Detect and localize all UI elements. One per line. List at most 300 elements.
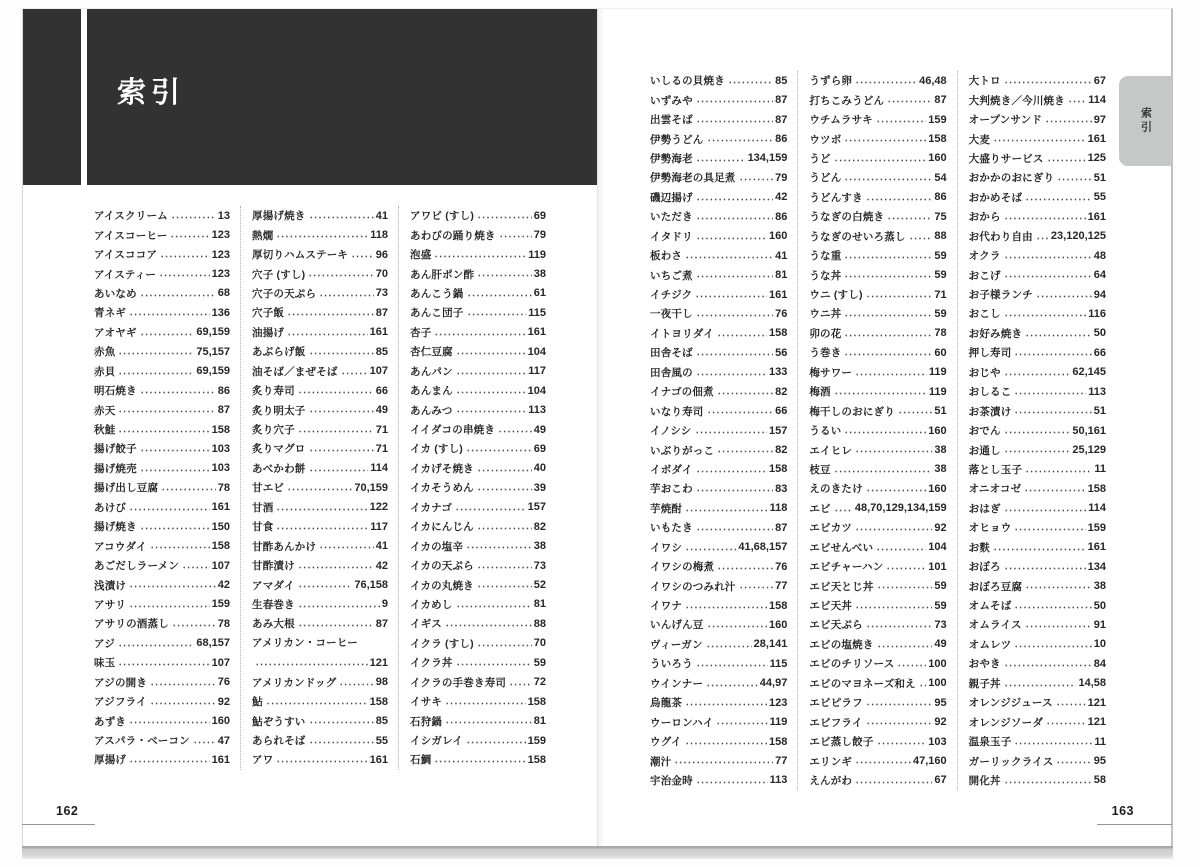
- dot-leader: [477, 517, 532, 536]
- entry-page-refs: 160: [768, 618, 788, 631]
- index-entry: [809, 693, 946, 712]
- entry-term: 甘酒: [252, 501, 274, 514]
- dot-leader: [855, 751, 911, 770]
- dot-leader: [341, 362, 368, 381]
- entry-page-refs: 14,58: [1078, 677, 1106, 690]
- entry-page-refs: 117: [370, 520, 388, 533]
- index-entry: [94, 731, 230, 750]
- index-entry: [252, 673, 388, 692]
- index-entry: [410, 381, 546, 400]
- entry-page-refs: 38: [533, 540, 546, 553]
- entry-term: おじや: [968, 366, 1001, 379]
- index-entry: [252, 284, 388, 303]
- index-entry: [969, 110, 1106, 129]
- index-entry: [809, 751, 946, 770]
- dot-leader: [150, 692, 216, 711]
- entry-term: いただき: [650, 211, 693, 224]
- dot-leader: [161, 478, 216, 497]
- entry-term: いんげん豆: [650, 619, 704, 632]
- entry-term: オムレツ: [968, 638, 1012, 651]
- entry-term: イチジク: [650, 289, 693, 302]
- entry-term: 炙り明太子: [252, 404, 306, 417]
- index-entry: [410, 595, 546, 614]
- index-entry: [650, 343, 787, 362]
- entry-page-refs: 158: [768, 599, 788, 612]
- entry-page-refs: 49: [533, 423, 546, 436]
- dot-leader: [696, 479, 773, 498]
- entry-term: イカの塩辛: [410, 540, 464, 553]
- index-entry: [410, 711, 546, 730]
- entry-page-refs: 23,120,125: [1050, 230, 1106, 243]
- entry-page-refs: 158: [1087, 482, 1106, 495]
- entry-page-refs: 11: [1094, 463, 1106, 476]
- entry-page-refs: 51: [934, 405, 947, 418]
- entry-term: あずき: [94, 715, 127, 728]
- entry-term: あんみつ: [410, 404, 453, 417]
- entry-page-refs: 66: [775, 405, 788, 418]
- entry-page-refs: 42: [775, 191, 788, 204]
- entry-term: 厚揚げ: [94, 754, 127, 767]
- dot-leader: [707, 615, 767, 634]
- index-entry: [650, 285, 787, 304]
- dot-leader: [866, 188, 933, 207]
- index-entry: [969, 654, 1106, 673]
- dot-leader: [1004, 557, 1086, 576]
- dot-leader: [909, 227, 933, 246]
- entry-page-refs: 66: [375, 384, 388, 397]
- index-entry: [650, 576, 787, 595]
- entry-term: イノシシ: [650, 425, 692, 438]
- entry-term: うなぎのせいろ蒸し: [809, 230, 906, 243]
- entry-page-refs: 42: [217, 579, 230, 592]
- index-entry: [94, 673, 230, 692]
- entry-term: アイスティー: [94, 268, 157, 281]
- entry-term: ウーロンハイ: [650, 716, 714, 729]
- entry-term: 生春巻き: [252, 598, 295, 611]
- entry-page-refs: 115: [769, 657, 788, 670]
- index-entry: [969, 479, 1106, 498]
- index-entry: [94, 225, 230, 244]
- entry-term: 板わさ: [650, 250, 683, 263]
- entry-term: 鮎ぞうすい: [252, 715, 306, 728]
- entry-term: いずみや: [650, 94, 693, 107]
- index-entry: [252, 264, 388, 283]
- index-entry: [252, 225, 388, 244]
- entry-page-refs: 160: [211, 715, 230, 728]
- dot-leader: [887, 90, 932, 109]
- index-entry: [969, 693, 1106, 712]
- index-entry: [809, 596, 946, 615]
- entry-term: イカの丸焼き: [410, 579, 474, 592]
- index-entry: [410, 439, 546, 458]
- dot-leader: [844, 168, 932, 187]
- entry-page-refs: 87: [775, 113, 788, 126]
- entry-page-refs: 161: [768, 288, 788, 301]
- dot-leader: [467, 303, 527, 322]
- index-entry: [650, 246, 787, 265]
- dot-leader: [674, 751, 773, 770]
- dot-leader: [876, 538, 926, 557]
- entry-page-refs: 50,161: [1072, 424, 1106, 437]
- entry-page-refs: 121: [369, 656, 388, 669]
- index-entry: [94, 323, 230, 342]
- dot-leader: [160, 245, 209, 264]
- right-column-3: [957, 71, 1106, 790]
- entry-term: 油揚げ: [252, 326, 285, 339]
- dot-leader: [276, 517, 368, 536]
- index-entry: [410, 478, 546, 497]
- index-entry: [969, 246, 1106, 265]
- entry-term: 赤貝: [94, 365, 116, 378]
- entry-page-refs: 82: [775, 444, 788, 457]
- index-entry: [410, 498, 546, 517]
- dot-leader: [1004, 499, 1086, 518]
- entry-term: あべかわ餅: [252, 462, 306, 475]
- entry-page-refs: 161: [527, 326, 546, 339]
- dot-leader: [834, 382, 927, 401]
- dot-leader: [887, 207, 932, 226]
- dot-leader: [898, 401, 932, 420]
- entry-page-refs: 100: [928, 657, 947, 670]
- entry-page-refs: 76: [775, 560, 788, 573]
- entry-page-refs: 88: [533, 617, 546, 630]
- entry-term: うずら卵: [809, 75, 853, 88]
- index-entry: [410, 420, 546, 439]
- entry-page-refs: 25,129: [1072, 444, 1106, 457]
- index-entry: [809, 343, 946, 362]
- entry-term: オムそば: [968, 600, 1012, 613]
- index-entry: [650, 168, 787, 187]
- entry-wrap-line: [252, 653, 388, 672]
- entry-page-refs: 157: [527, 501, 546, 514]
- entry-term: 潮汁: [650, 755, 672, 768]
- dot-leader: [739, 168, 773, 187]
- right-page-columns: [650, 71, 1106, 790]
- entry-term: 田舎風の: [650, 366, 693, 379]
- entry-term: いぶりがっこ: [650, 444, 715, 457]
- index-entry: [94, 498, 230, 517]
- page-title: 索引: [117, 77, 186, 109]
- entry-term: あんこう鍋: [410, 287, 464, 300]
- dot-leader: [707, 401, 774, 420]
- index-entry: [94, 459, 230, 478]
- entry-term: うど: [809, 152, 831, 165]
- entry-page-refs: 38: [934, 444, 947, 457]
- index-entry: [650, 712, 787, 731]
- dot-leader: [466, 731, 526, 750]
- dot-leader: [1024, 479, 1085, 498]
- dot-leader: [685, 693, 767, 712]
- index-entry: [94, 342, 230, 361]
- index-entry: [94, 595, 230, 614]
- index-entry: [252, 595, 388, 614]
- index-entry: [809, 149, 946, 168]
- dot-leader: [309, 459, 369, 478]
- entry-page-refs: 39: [533, 481, 546, 494]
- index-entry: [809, 557, 946, 576]
- dot-leader: [298, 420, 374, 439]
- dot-leader: [1056, 751, 1091, 770]
- entry-term: おはぎ: [968, 502, 1001, 515]
- entry-term: おでん: [968, 425, 1001, 438]
- entry-page-refs: 55: [375, 734, 388, 747]
- entry-term: アオヤギ: [94, 326, 137, 339]
- entry-term: 厚揚げ焼き: [252, 210, 306, 223]
- entry-page-refs: 50: [1093, 599, 1106, 612]
- entry-term: エイヒレ: [809, 444, 853, 457]
- index-entry: [252, 536, 388, 555]
- dot-leader: [298, 575, 353, 594]
- dot-leader: [855, 71, 917, 90]
- entry-page-refs: 107: [211, 656, 230, 669]
- entry-page-refs: 41,68,157: [738, 541, 788, 554]
- dot-leader: [118, 420, 209, 439]
- dot-leader: [319, 536, 374, 555]
- dot-leader: [685, 538, 736, 557]
- entry-term: いしるの貝焼き: [650, 75, 725, 88]
- index-entry: [809, 732, 946, 751]
- entry-term: オニオコゼ: [968, 483, 1022, 496]
- entry-page-refs: 85: [375, 345, 388, 358]
- dot-leader: [140, 439, 210, 458]
- entry-page-refs: 64: [1093, 269, 1106, 282]
- entry-term: いもたき: [650, 522, 693, 535]
- index-entry: [809, 304, 946, 323]
- dot-leader: [118, 362, 194, 381]
- dot-leader: [1046, 712, 1086, 731]
- dot-leader: [309, 439, 374, 458]
- dot-leader: [129, 750, 210, 769]
- dot-leader: [1004, 363, 1071, 382]
- entry-page-refs: 158: [211, 540, 230, 553]
- index-entry: [252, 206, 388, 225]
- index-entry: [252, 459, 388, 478]
- book-bottom-edge: [22, 846, 1173, 859]
- entry-page-refs: 121: [1087, 716, 1106, 729]
- entry-page-refs: 75: [934, 210, 947, 223]
- entry-term: ヴィーガン: [650, 638, 703, 651]
- index-entry: [969, 460, 1106, 479]
- index-entry: [252, 342, 388, 361]
- entry-term: 厚切りハムステーキ: [252, 249, 349, 262]
- entry-term: ウチムラサキ: [809, 114, 874, 127]
- entry-page-refs: 123: [211, 268, 230, 281]
- index-entry: [650, 188, 787, 207]
- index-entry: [809, 110, 946, 129]
- entry-term: ウインナー: [650, 677, 704, 690]
- entry-page-refs: 75,157: [196, 345, 230, 358]
- index-entry: [94, 284, 230, 303]
- index-entry: [969, 304, 1106, 323]
- entry-term: 大盛りサービス: [968, 152, 1044, 165]
- dot-leader: [456, 400, 527, 419]
- index-entry: [650, 324, 787, 343]
- index-entry: [809, 129, 946, 148]
- index-entry: [969, 227, 1106, 246]
- dot-leader: [477, 264, 532, 283]
- entry-page-refs: 78: [217, 617, 230, 630]
- dot-leader: [1068, 90, 1086, 109]
- entry-page-refs: 98: [375, 676, 388, 689]
- dot-leader: [266, 692, 368, 711]
- index-entry: [969, 188, 1106, 207]
- entry-term: ウニ丼: [809, 308, 842, 321]
- entry-page-refs: 85: [375, 715, 388, 728]
- entry-page-refs: 117: [528, 365, 546, 378]
- entry-page-refs: 38: [934, 463, 947, 476]
- index-entry: [650, 538, 787, 557]
- dot-leader: [1014, 382, 1086, 401]
- dot-leader: [456, 595, 532, 614]
- entry-term: 杏子: [410, 326, 432, 339]
- index-entry: [650, 421, 787, 440]
- index-entry: [969, 440, 1106, 459]
- entry-term: うなぎの白焼き: [809, 211, 885, 224]
- right-folio: 163: [1111, 804, 1134, 818]
- index-entry: [650, 129, 787, 148]
- dot-leader: [696, 90, 773, 109]
- entry-page-refs: 91: [1093, 618, 1106, 631]
- dot-leader: [129, 303, 210, 322]
- left-page-columns: [94, 206, 546, 770]
- dot-leader: [276, 750, 367, 769]
- index-entry: [410, 264, 546, 283]
- index-entry: [809, 460, 946, 479]
- dot-leader: [150, 536, 210, 555]
- dot-leader: [993, 538, 1086, 557]
- entry-page-refs: 133: [768, 366, 788, 379]
- entry-page-refs: 55: [1093, 191, 1106, 204]
- index-entry: [410, 362, 546, 381]
- right-column-1: [650, 71, 787, 790]
- entry-term: アジの開き: [94, 676, 148, 689]
- entry-term: あぶらげ飯: [252, 346, 306, 359]
- dot-leader: [445, 692, 526, 711]
- entry-term: 開化丼: [968, 774, 1001, 787]
- index-entry: [809, 324, 946, 343]
- entry-page-refs: 119: [928, 385, 947, 398]
- left-column-2: [240, 206, 388, 770]
- index-entry: [969, 149, 1106, 168]
- entry-page-refs: 50: [1093, 327, 1106, 340]
- dot-leader: [434, 750, 525, 769]
- entry-term: 杏仁豆腐: [410, 346, 453, 359]
- index-entry: [809, 479, 946, 498]
- entry-page-refs: 86: [775, 210, 788, 223]
- index-entry: [252, 478, 388, 497]
- dot-leader: [1004, 304, 1086, 323]
- entry-term: エビ: [809, 502, 831, 515]
- index-entry: [969, 382, 1106, 401]
- index-entry: [809, 71, 946, 90]
- index-entry: [94, 692, 230, 711]
- entry-page-refs: 104: [527, 384, 546, 397]
- entry-term: イワシ: [650, 541, 683, 554]
- entry-term: エビピラフ: [809, 697, 863, 710]
- entry-page-refs: 76,158: [354, 579, 388, 592]
- index-entry: [252, 362, 388, 381]
- index-entry: [809, 207, 946, 226]
- dot-leader: [1025, 615, 1092, 634]
- index-entry: [252, 498, 388, 517]
- dot-leader: [118, 342, 194, 361]
- entry-term: 大判焼き／今川焼き: [968, 94, 1065, 107]
- dot-leader: [309, 711, 374, 730]
- dot-leader: [445, 614, 532, 633]
- entry-page-refs: 84: [1093, 657, 1106, 670]
- index-entry: [94, 245, 230, 264]
- dot-leader: [696, 654, 768, 673]
- entry-page-refs: 41: [775, 249, 788, 262]
- index-entry: [969, 168, 1106, 187]
- entry-term: お好み焼き: [968, 327, 1023, 340]
- index-entry: [650, 732, 787, 751]
- index-entry: [969, 576, 1106, 595]
- dot-leader: [1057, 168, 1091, 187]
- entry-term: 揚げ餃子: [94, 443, 137, 456]
- dot-leader: [696, 265, 773, 284]
- entry-page-refs: 69,159: [196, 326, 230, 339]
- index-entry: [809, 401, 946, 420]
- dot-leader: [118, 653, 209, 672]
- dot-leader: [159, 264, 210, 283]
- entry-page-refs: 103: [928, 735, 947, 748]
- dot-leader: [140, 459, 210, 478]
- entry-page-refs: 11: [1094, 735, 1106, 748]
- entry-page-refs: 103: [211, 462, 230, 475]
- right-folio-rule: [1097, 824, 1172, 825]
- entry-page-refs: 107: [369, 365, 388, 378]
- index-entry: [410, 750, 546, 769]
- dot-leader: [276, 225, 368, 244]
- entry-page-refs: 66: [1093, 346, 1106, 359]
- dot-leader: [844, 421, 926, 440]
- index-entry: [809, 615, 946, 634]
- entry-term: エビ天ぷら: [809, 619, 863, 632]
- entry-term: 浅漬け: [94, 579, 127, 592]
- dot-leader: [319, 284, 374, 303]
- index-entry: [410, 245, 546, 264]
- index-entry: [969, 90, 1106, 109]
- dot-leader: [844, 304, 932, 323]
- index-entry: [94, 206, 230, 225]
- entry-page-refs: 67: [1093, 74, 1106, 87]
- entry-page-refs: 78: [934, 327, 947, 340]
- entry-term: イタドリ: [650, 230, 693, 243]
- entry-page-refs: 79: [775, 171, 788, 184]
- index-entry: [650, 110, 787, 129]
- entry-term: えのきたけ: [809, 483, 863, 496]
- index-entry: [809, 712, 946, 731]
- index-entry: [650, 265, 787, 284]
- index-entry: [410, 731, 546, 750]
- dot-leader: [717, 557, 773, 576]
- dot-leader: [287, 303, 374, 322]
- entry-term: お通し: [968, 444, 1001, 457]
- index-entry: [650, 71, 787, 90]
- entry-term: 甘酢あんかけ: [252, 540, 317, 553]
- entry-page-refs: 92: [217, 695, 230, 708]
- dot-leader: [456, 342, 526, 361]
- entry-term: おかめそば: [968, 191, 1023, 204]
- index-entry: [252, 634, 388, 673]
- entry-page-refs: 150: [211, 520, 230, 533]
- entry-term: うな重: [809, 250, 842, 263]
- dot-leader: [351, 245, 374, 264]
- dot-leader: [855, 771, 932, 790]
- dot-leader: [298, 556, 374, 575]
- index-entry: [94, 478, 230, 497]
